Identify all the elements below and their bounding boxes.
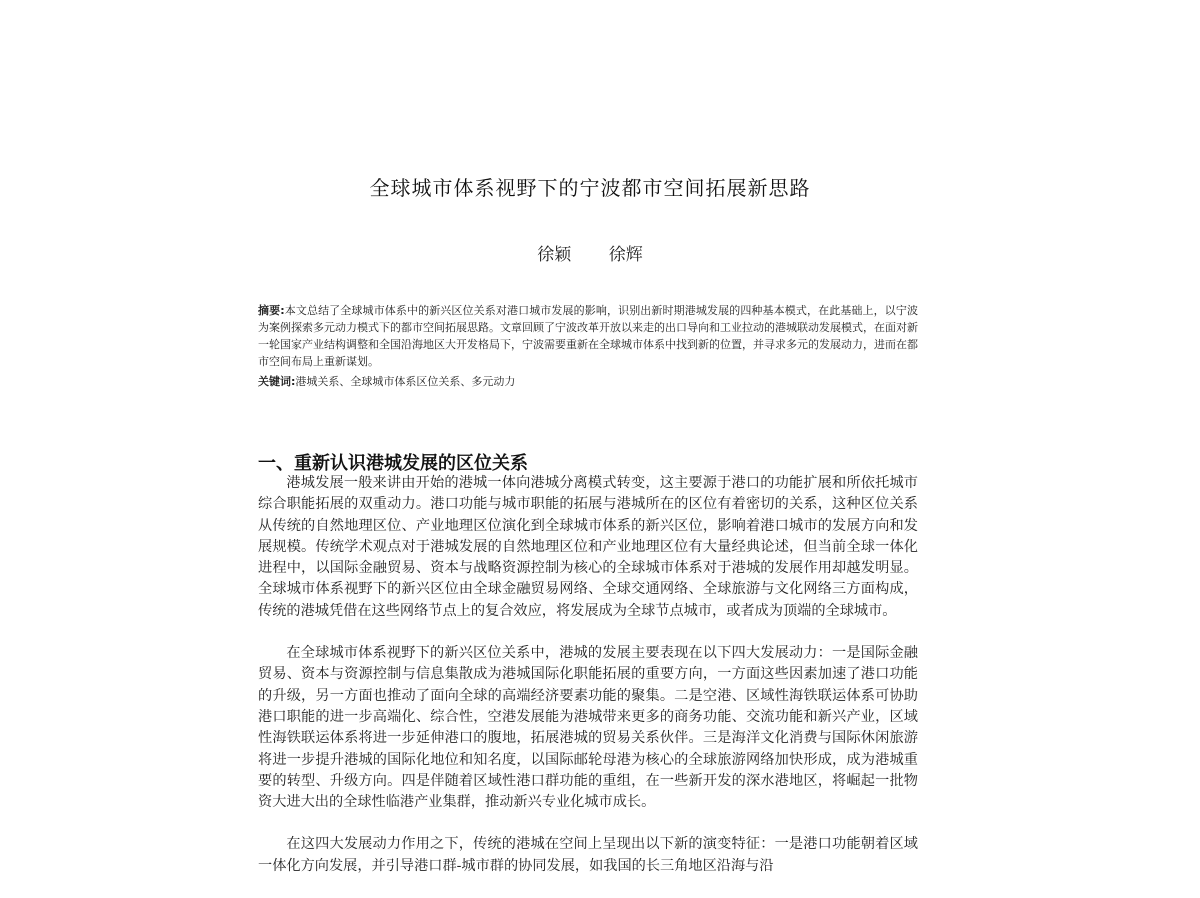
body-paragraph: 在全球城市体系视野下的新兴区位关系中，港城的发展主要表现在以下四大发展动力：一是国际金融贸易、资本与资源控制与信息集散成为港城国际化职能拓展的重要方向，一方面这些因素加速了港口功能的升级，另一方面也推动了面向全球的高端经济要素功能的聚集。二是空港、区域性海铁联运体系可协助港口职能的进一步高端化、综合性，空港发展能为港城带来更多的商务功能、交流功能和新兴产业，区域性海铁联运体系将进一步延伸港口的腹地，拓展港城的贸易关系伙伴。三是海洋文化消费与国际休闲旅游将进一步提升港城的国际化地位和知名度，以国际邮轮母港为核心的全球旅游网络加快形成，成为港城重要的转型、升级方向。四是伴随着区域性港口群功能的重组，在一些新开发的深水港地区，将崛起一批物资大进大出的全球性临港产业集群，推动新兴专业化城市成长。	[258, 645, 918, 811]
section-heading: 一、重新认识港城发展的区位关系	[258, 453, 528, 474]
keywords-text: 港城关系、全球城市体系区位关系、多元动力	[295, 375, 516, 388]
abstract-label: 摘要:	[258, 304, 285, 317]
keywords-label: 关键词:	[258, 375, 296, 388]
author-list	[240, 240, 940, 265]
body-paragraph: 港城发展一般来讲由开始的港城一体向港城分离模式转变，这主要源于港口的功能扩展和所依托城市综合职能拓展的双重动力。港口功能与城市职能的拓展与港城所在的区位有着密切的关系，这种区位关系从传统的自然地理区位、产业地理区位演化到全球城市体系的新兴区位，影响着港口城市的发展方向和发展规模。传统学术观点对于港城发展的自然地理区位和产业地理区位有大量经典论述，但当前全球一体化进程中，以国际金融贸易、资本与战略资源控制为核心的全球城市体系对于港城的发展作用却越发明显。全球城市体系视野下的新兴区位由全球金融贸易网络、全球交通网络、全球旅游与文化网络三方面构成，传统的港城凭借在这些网络节点上的复合效应，将发展成为全球节点城市，或者成为顶端的全球城市。	[258, 475, 918, 619]
body-paragraph: 在这四大发展动力作用之下，传统的港城在空间上呈现出以下新的演变特征：一是港口功能朝着区域一体化方向发展，并引导港口群-城市群的协同发展，如我国的长三角地区沿海与沿	[258, 836, 918, 874]
keywords	[258, 373, 918, 390]
author-name: 徐辉	[608, 245, 643, 265]
abstract-text: 本文总结了全球城市体系中的新兴区位关系对港口城市发展的影响，识别出新时期港城发展的四种基本模式，在此基础上，以宁波为案例探索多元动力模式下的都市空间拓展思路。文章回顾了宁波改革开放以来走的出口导向和工业拉动的港城联动发展模式，在面对新一轮国家产业结构调整和全国沿海地区大开发格局下，宁波需要重新在全球城市体系中找到新的位置，并寻求多元的发展动力，进而在都市空间布局上重新谋划。	[258, 304, 918, 368]
abstract	[258, 302, 918, 370]
body-text	[258, 473, 918, 898]
paper-title: 全球城市体系视野下的宁波都市空间拓展新思路	[369, 176, 811, 200]
author-name: 徐颖	[537, 245, 572, 265]
